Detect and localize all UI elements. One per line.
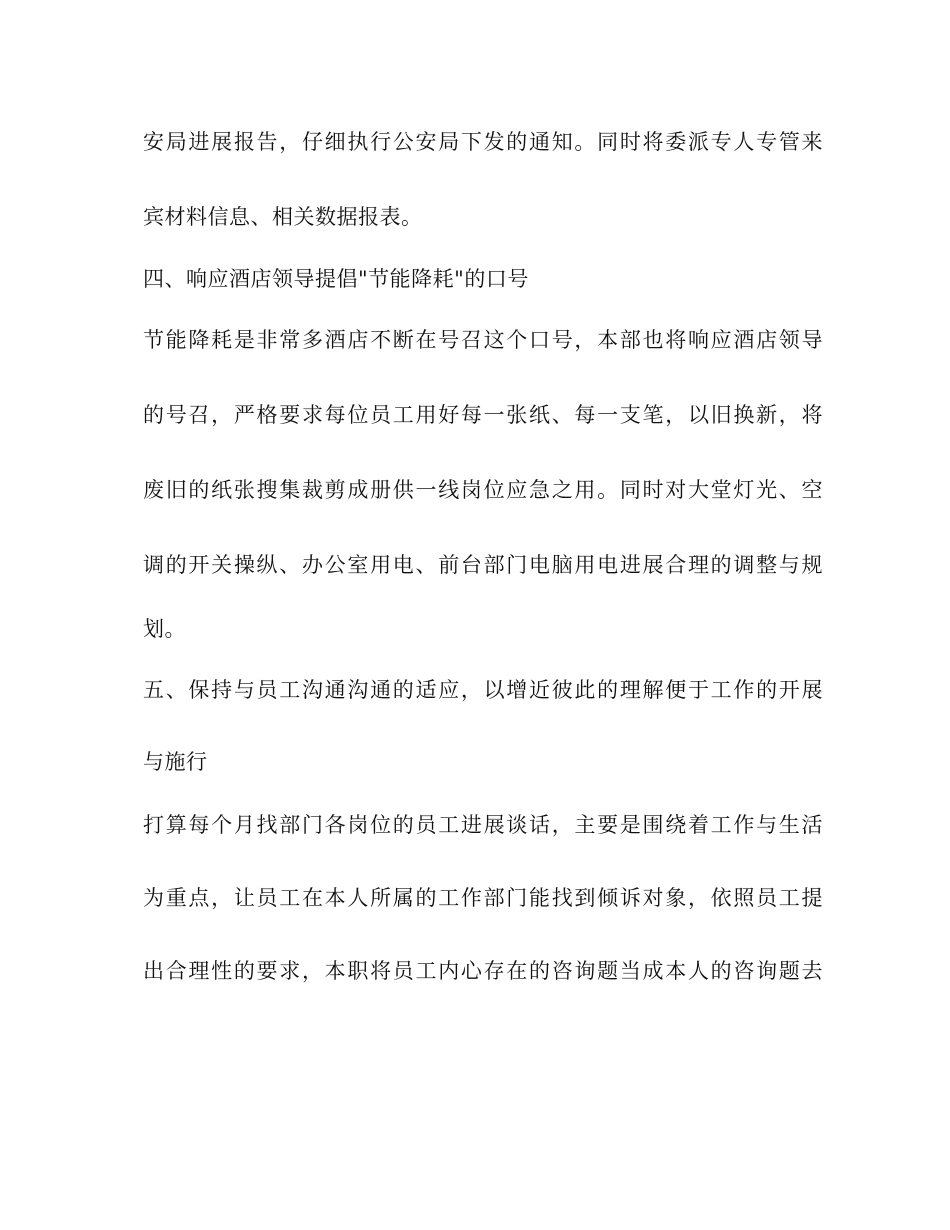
text-line: 划。	[143, 617, 186, 641]
text-line: 为重点，让员工在本人所属的工作部门能找到倾诉对象，依照员工提	[143, 886, 823, 910]
text-line: 打算每个月找部门各岗位的员工进展谈话，主要是围绕着工作与生活	[143, 813, 823, 837]
text-line: 的号召，严格要求每位员工用好每一张纸、每一支笔，以旧换新，将	[143, 403, 823, 427]
text-line: 废旧的纸张搜集裁剪成册供一线岗位应急之用。同时对大堂灯光、空	[143, 478, 823, 502]
text-line: 宾材料信息、相关数据报表。	[143, 205, 423, 229]
section-heading: 四、响应酒店领导提倡"节能降耗"的口号	[143, 267, 529, 291]
section-heading: 与施行	[143, 750, 208, 774]
text-line: 出合理性的要求，本职将员工内心存在的咨询题当成本人的咨询题去	[143, 959, 823, 983]
text-line: 安局进展报告，仔细执行公安局下发的通知。同时将委派专人专管来	[143, 130, 823, 154]
text-line: 节能降耗是非常多酒店不断在号召这个口号，本部也将响应酒店领导	[143, 328, 823, 352]
section-heading: 五、保持与员工沟通沟通的适应，以增近彼此的理解便于工作的开展	[143, 678, 823, 702]
text-line: 调的开关操纵、办公室用电、前台部门电脑用电进展合理的调整与规	[143, 553, 823, 577]
